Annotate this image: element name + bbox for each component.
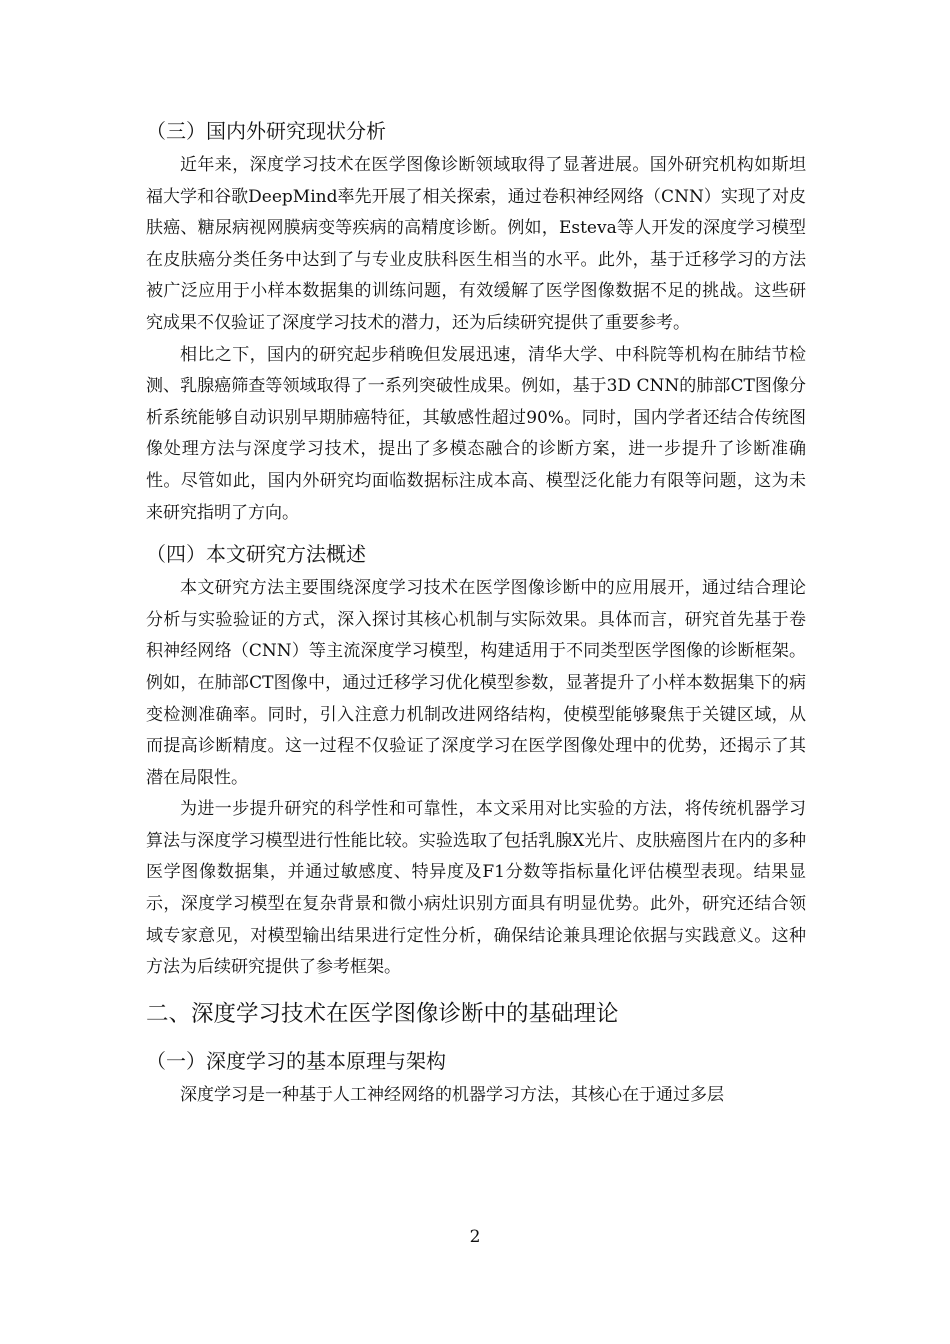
paragraph-research-domestic: 相比之下，国内的研究起步稍晚但发展迅速，清华大学、中科院等机构在肺结节检测、乳腺癌筛查等领域取得了一系列突破性成果。例如，基于3D CNN的肺部CT图像分析系统能够自动识别早期肺癌特征，其敏感性超过90%。同时，国内学者还结合传统图像处理方法与深度学习技术，提出了多模态融合的诊断方案，进一步提升了诊断准确性。尽管如此，国内外研究均面临数据标注成本高、模型泛化能力有限等问题，这为未来研究指明了方向。 bbox=[146, 344, 806, 523]
page-content bbox=[146, 112, 806, 1111]
subsection-heading-1: （一）深度学习的基本原理与架构 bbox=[146, 1048, 446, 1073]
paragraph-research-abroad: 近年来，深度学习技术在医学图像诊断领域取得了显著进展。国外研究机构如斯坦福大学和谷歌DeepMind率先开展了相关探索，通过卷积神经网络（CNN）实现了对皮肤癌、糖尿病视网膜病变等疾病的高精度诊断。例如，Esteva等人开发的深度学习模型在皮肤癌分类任务中达到了与专业皮肤科医生相当的水平。此外，基于迁移学习的方法被广泛应用于小样本数据集的训练问题，有效缓解了医学图像数据不足的挑战。这些研究成果不仅验证了深度学习技术的潜力，还为后续研究提供了重要参考。 bbox=[146, 155, 806, 333]
spacer bbox=[146, 984, 806, 994]
section-heading-4: （四）本文研究方法概述 bbox=[146, 542, 366, 567]
spacer bbox=[146, 1034, 806, 1042]
chapter-heading: 二、深度学习技术在医学图像诊断中的基础理论 bbox=[146, 1000, 619, 1027]
page-number: 2 bbox=[469, 1227, 481, 1247]
paragraph-method-overview: 本文研究方法主要围绕深度学习技术在医学图像诊断中的应用展开，通过结合理论分析与实验验证的方式，深入探讨其核心机制与实际效果。具体而言，研究首先基于卷积神经网络（CNN）等主流深度学习模型，构建适用于不同类型医学图像的诊断框架。例如，在肺部CT图像中，通过迁移学习优化模型参数，显著提升了小样本数据集下的病变检测准确率。同时，引入注意力机制改进网络结构，使模型能够聚焦于关键区域，从而提高诊断精度。这一过程不仅验证了深度学习在医学图像处理中的优势，还揭示了其潜在局限性。 bbox=[146, 578, 806, 788]
paragraph-deep-learning-intro: 深度学习是一种基于人工神经网络的机器学习方法，其核心在于通过多层 bbox=[180, 1084, 724, 1105]
paragraph-method-experiment: 为进一步提升研究的科学性和可靠性，本文采用对比实验的方法，将传统机器学习算法与深度学习模型进行性能比较。实验选取了包括乳腺X光片、皮肤癌图片在内的多种医学图像数据集，并通过敏感度、特异度及F1分数等指标量化评估模型表现。结果显示，深度学习模型在复杂背景和微小病灶识别方面具有明显优势。此外，研究还结合领域专家意见，对模型输出结果进行定性分析，确保结论兼具理论依据与实践意义。这种方法为后续研究提供了参考框架。 bbox=[146, 799, 806, 978]
section-heading-3: （三）国内外研究现状分析 bbox=[146, 119, 386, 143]
